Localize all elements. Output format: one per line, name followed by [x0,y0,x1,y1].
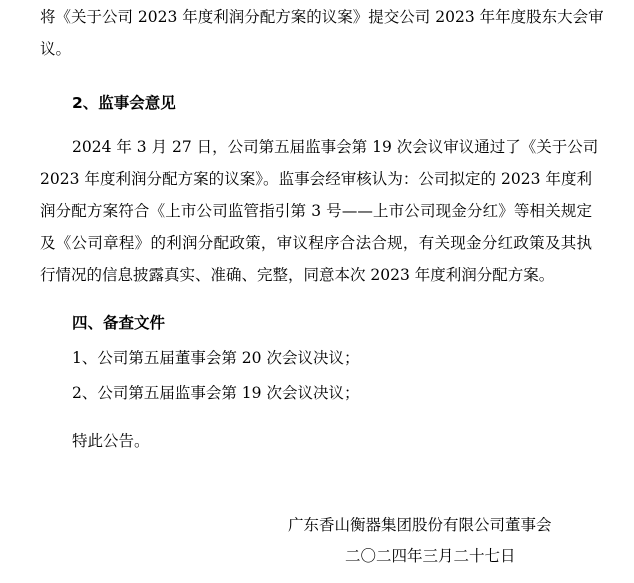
section-heading: 四、备查文件 [72,314,166,332]
paragraph-line: 2024 年 3 月 27 日，公司第五届监事会第 19 次会议审议通过了《关于公司 [72,138,599,156]
paragraph-line: 2023 年度利润分配方案的议案》。监事会经审核认为：公司拟定的 2023 年度利 [40,170,592,188]
signature-company: 广东香山衡器集团股份有限公司董事会 [288,516,552,534]
signature-date: 二〇二四年三月二十七日 [345,547,516,565]
paragraph-line: 行情况的信息披露真实、准确、完整，同意本次 2023 年度利润分配方案。 [40,266,555,284]
closing-text: 特此公告。 [72,432,150,450]
paragraph-line: 将《关于公司 2023 年度利润分配方案的议案》提交公司 2023 年年度股东大会审 [40,8,604,26]
paragraph-line: 润分配方案符合《上市公司监管指引第 3 号——上市公司现金分红》等相关规定 [40,202,592,220]
paragraph-line: 议。 [40,40,72,58]
list-item: 1、公司第五届董事会第 20 次会议决议； [72,349,360,367]
list-item: 2、公司第五届监事会第 19 次会议决议； [72,384,360,402]
paragraph-line: 及《公司章程》的利润分配政策，审议程序合法合规，有关现金分红政策及其执 [40,234,592,252]
section-heading: 2、监事会意见 [72,94,176,112]
